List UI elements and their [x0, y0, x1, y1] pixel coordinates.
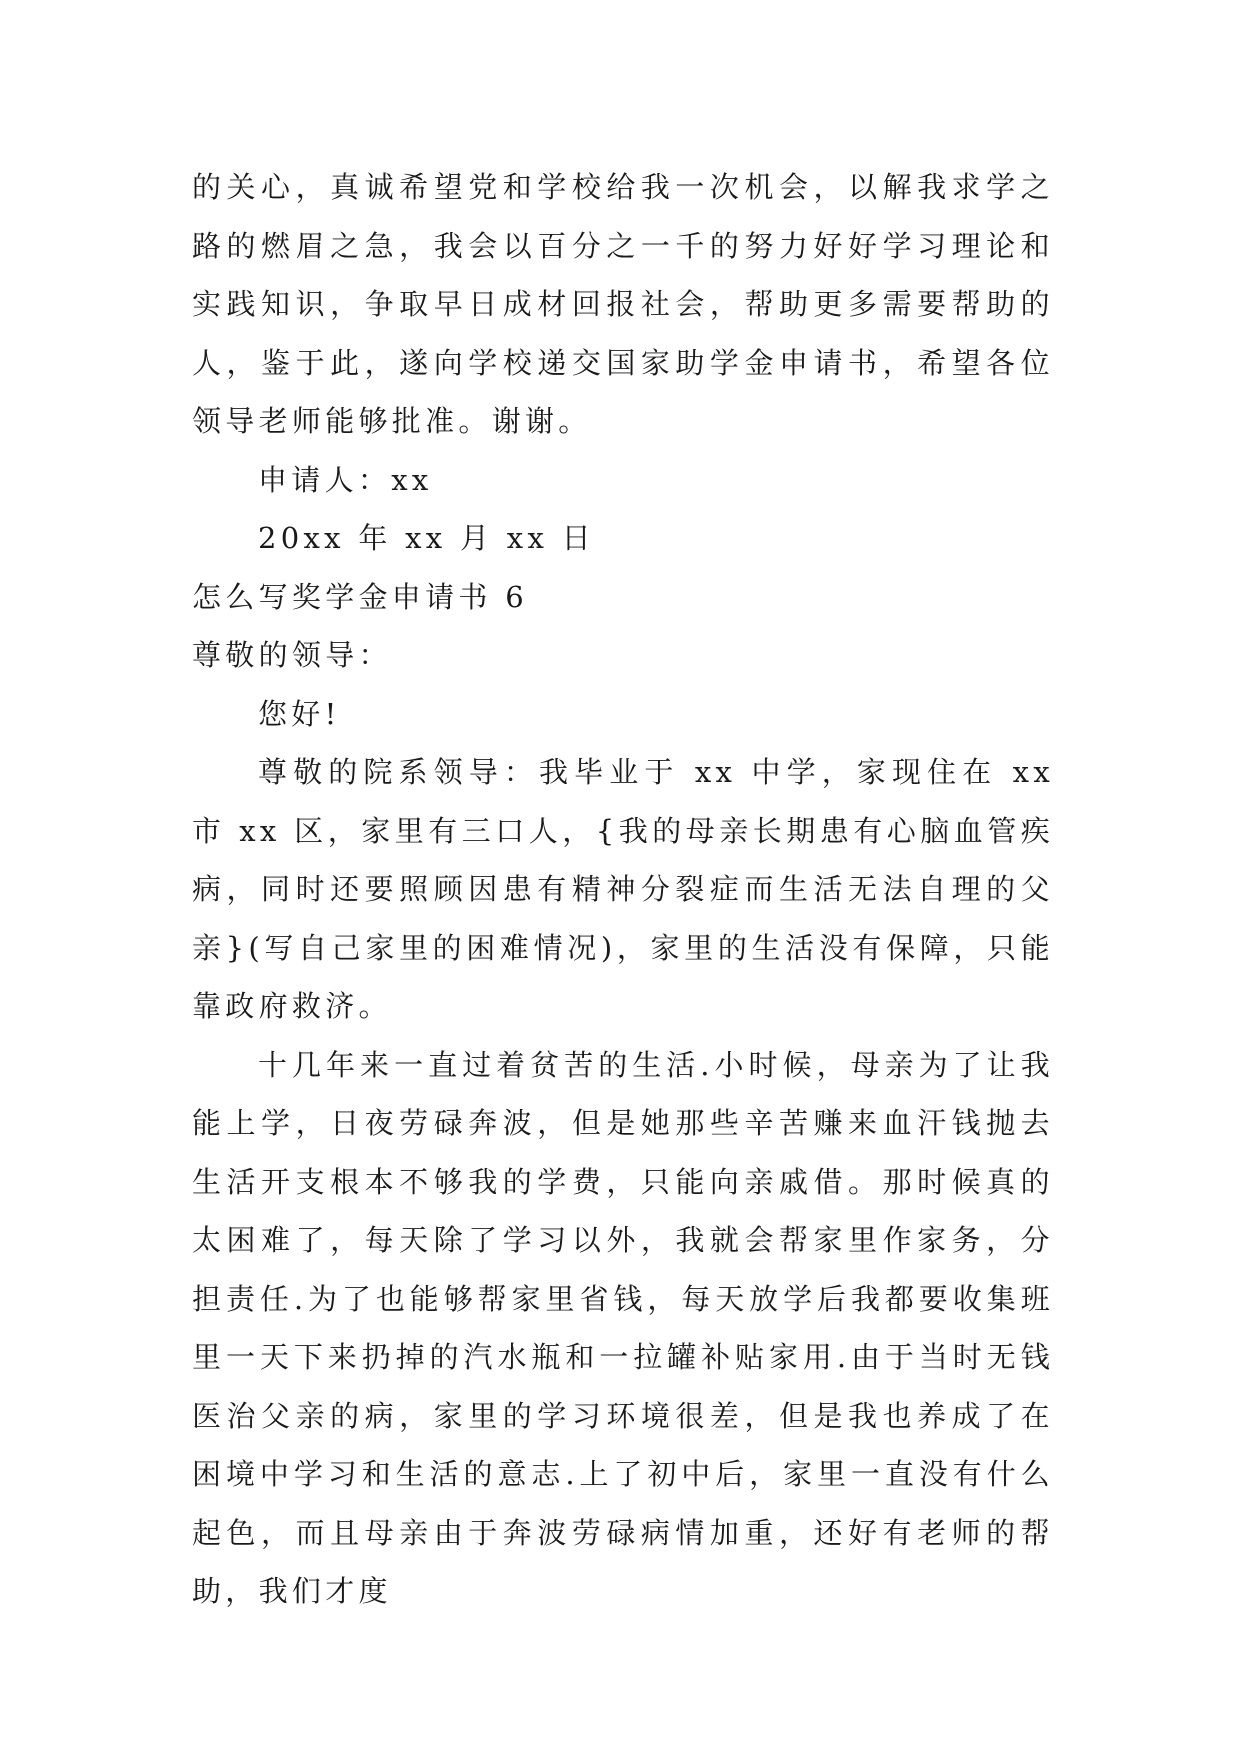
paragraph-2: 十几年来一直过着贫苦的生活.小时候，母亲为了让我能上学，日夜劳碌奔波，但是她那些辛苦赚来血汗钱抛去生活开支根本不够我的学费，只能向亲戚借。那时候真的太困难了，每天除了学习以外，我就会帮家里作家务，分担责任.为了也能够帮家里省钱，每天放学后我都要收集班里一天下来扔掉的汽水瓶和一拉罐补贴家用.由于当时无钱医治父亲的病，家里的学习环境很差，但是我也养成了在困境中学习和生活的意志.上了初中后，家里一直没有什么起色，而且母亲由于奔波劳碌病情加重，还好有老师的帮助，我们才度: [192, 1047, 1054, 1608]
greeting: 您好!: [258, 696, 341, 731]
paragraph-continuation: 的关心，真诚希望党和学校给我一次机会，以解我求学之路的燃眉之急，我会以百分之一千的努力好好学习理论和实践知识，争取早日成材回报社会，帮助更多需要帮助的人，鉴于此，遂向学校递交国家助学金申请书，希望各位领导老师能够批准。谢谢。: [192, 170, 1054, 438]
document-page: [192, 158, 1054, 1621]
date-line: 20xx 年 xx 月 xx 日: [258, 521, 595, 555]
paragraph-1: 尊敬的院系领导：我毕业于 xx 中学，家现住在 xx 市 xx 区，家里有三口人，{我的母亲长期患有心脑血管疾病，同时还要照顾因患有精神分裂症而生活无法自理的父亲}(写自己家里的困难情况)，家里的生活没有保障，只能靠政府救济。: [192, 755, 1054, 1023]
section-title: 怎么写奖学金申请书 6: [192, 579, 528, 614]
applicant-line: 申请人：xx: [258, 462, 433, 497]
salutation: 尊敬的领导：: [192, 638, 392, 672]
